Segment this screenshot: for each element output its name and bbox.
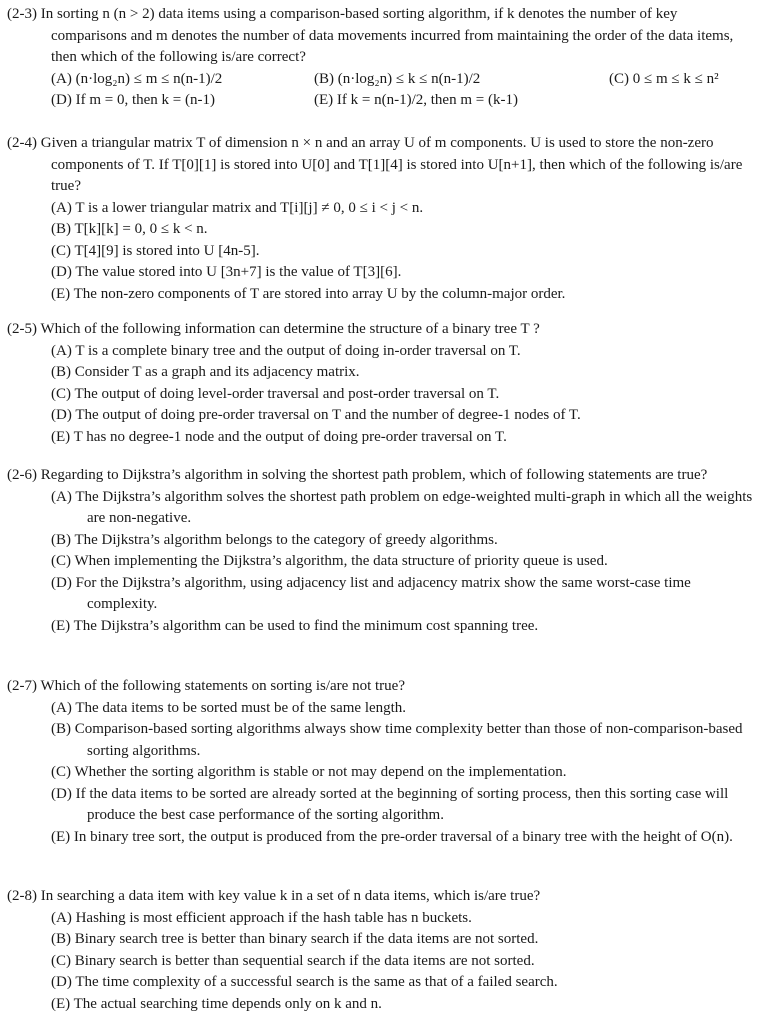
option-label: (E) [51,428,71,445]
option [51,69,314,91]
option-text: T is a lower triangular matrix and T[i][j] ≠ 0, 0 ≤ i < j < n. [75,199,424,216]
option-text: T is a complete binary tree and the output of doing in-order traversal on T. [75,342,521,359]
option-text: The output of doing level-order traversal and post-order traversal on T. [74,385,500,402]
option-text: The output of doing pre-order traversal on T and the number of degree-1 nodes of T. [75,407,581,423]
option [7,405,755,427]
option [7,573,755,616]
option-text: The data items to be sorted must be of the same length. [75,699,407,716]
option-label: (E) [51,828,71,845]
question-text: Regarding to Dijkstra’s algorithm in solving the shortest path problem, which of following statements are true? [40,467,708,483]
option-label: (D) [51,264,72,280]
option [7,908,755,930]
question-stem [7,465,755,487]
option [7,487,755,530]
question-stem [7,133,755,198]
option-label: (D) [51,407,72,423]
option-label: (E) [51,617,71,634]
option-label: (B) [314,70,334,87]
option-label: (C) [51,952,71,969]
option-text: The actual searching time depends only on k and n. [73,995,382,1012]
option [7,719,755,762]
option-label: (B) [51,221,71,237]
option-label: (A) [51,199,72,216]
option-label: (A) [51,699,72,716]
option-text: 0 ≤ m ≤ k ≤ n² [632,70,719,87]
option-text: The Dijkstra’s algorithm can be used to find the minimum cost spanning tree. [73,617,539,634]
option-label: (E) [51,285,71,302]
option [7,972,755,994]
option-label: (C) [51,242,71,259]
option-text: Binary search tree is better than binary search if the data items are not sorted. [74,931,539,947]
option [7,530,755,552]
option-label: (A) [51,909,72,926]
option [7,284,755,306]
option [7,262,755,284]
option [51,90,314,112]
option [7,362,755,384]
option-label: (A) [51,70,72,87]
option [314,90,518,112]
option-text: The Dijkstra’s algorithm belongs to the category of greedy algorithms. [74,531,498,548]
option [7,241,755,263]
option-label: (C) [51,764,71,780]
question-2-7 [7,676,755,848]
option [7,698,755,720]
question-number: (2-3) [7,6,37,22]
option-label: (D) [51,785,72,802]
question-2-3 [7,4,755,112]
option [7,551,755,573]
option-label: (C) [51,385,71,402]
option-text: The Dijkstra’s algorithm solves the shortest path problem on edge-weighted multi-graph in which all the weights are non-negative. [75,488,753,526]
question-stem [7,319,755,341]
option-label: (B) [51,531,71,548]
option-text: Whether the sorting algorithm is stable or not may depend on the implementation. [74,764,567,780]
option [7,994,755,1016]
question-2-4 [7,133,755,305]
question-number: (2-8) [7,888,37,904]
question-text: Which of the following statements on sorting is/are not true? [40,678,405,694]
question-number: (2-4) [7,135,37,151]
question-text: In searching a data item with key value k in a set of n data items, which is/are true? [40,888,541,904]
option-text: Binary search is better than sequential search if the data items are not sorted. [74,952,535,969]
question-text: Which of the following information can determine the structure of a binary tree T ? [40,321,540,337]
option [314,69,609,91]
option-text: Consider T as a graph and its adjacency matrix. [74,364,360,380]
question-text: Given a triangular matrix T of dimension n × n and an array U of m components. U is used to store the non-zero components of T. If T[0][1] is stored into U[0] and T[1][4] is stored into U[n+1], then which of the following is/are true? [40,135,743,194]
option-label: (D) [51,974,72,990]
question-stem [7,4,755,69]
option-row [7,90,755,112]
option-text: If the data items to be sorted are already sorted at the beginning of sorting process, then this sorting case will produce the best case performance of the sorting algorithm. [75,785,729,823]
question-2-8 [7,886,755,1015]
question-stem [7,886,755,908]
option-label: (D) [51,92,72,108]
option-text: Comparison-based sorting algorithms always show time complexity better than those of non-comparison-based sorting algorithms. [74,721,743,759]
option [7,951,755,973]
option-row [7,69,755,91]
option [7,929,755,951]
option-text: For the Dijkstra’s algorithm, using adjacency list and adjacency matrix show the same worst-case time complexity. [75,574,691,612]
option-label: (A) [51,488,72,505]
option-text: T[4][9] is stored into U [4n-5]. [74,242,260,259]
option-label: (D) [51,574,72,591]
option-text: The value stored into U [3n+7] is the value of T[3][6]. [75,264,402,280]
option [7,762,755,784]
question-2-6 [7,465,755,637]
question-text: In sorting n (n > 2) data items using a comparison-based sorting algorithm, if k denotes the number of key comparisons and m denotes the number of data movements incurred from maintaining the order of the data items, then which of the following is/are correct? [40,6,734,65]
option-text: (n·log₂n) ≤ k ≤ n(n-1)/2 [337,70,481,87]
option-label: (E) [314,92,334,108]
option-text: Hashing is most efficient approach if the hash table has n buckets. [75,909,472,926]
option [7,427,755,449]
question-2-5 [7,319,755,448]
option-text: T has no degree-1 node and the output of doing pre-order traversal on T. [73,428,507,445]
option [7,198,755,220]
option-label: (C) [609,70,629,87]
option [7,341,755,363]
question-number: (2-6) [7,467,37,483]
question-number: (2-7) [7,678,37,694]
option [7,219,755,241]
option-text: In binary tree sort, the output is produced from the pre-order traversal of a binary tree with the height of O(n). [73,828,733,845]
option-label: (A) [51,342,72,359]
option-label: (E) [51,995,71,1012]
option-label: (B) [51,364,71,380]
option [609,69,719,91]
option-text: If k = n(n-1)/2, then m = (k-1) [336,92,518,108]
option-text: The non-zero components of T are stored into array U by the column-major order. [73,285,566,302]
option-label: (B) [51,721,71,737]
option-label: (C) [51,553,71,569]
question-number: (2-5) [7,321,37,337]
option [7,827,755,849]
option-text: (n·log₂n) ≤ m ≤ n(n-1)/2 [75,70,223,87]
option-label: (B) [51,931,71,947]
option-text: If m = 0, then k = (n-1) [75,92,215,108]
option-text: The time complexity of a successful search is the same as that of a failed search. [75,974,558,990]
option [7,784,755,827]
question-stem [7,676,755,698]
option-text: T[k][k] = 0, 0 ≤ k < n. [74,221,208,237]
option-text: When implementing the Dijkstra’s algorithm, the data structure of priority queue is used. [74,553,608,569]
option [7,384,755,406]
option [7,616,755,638]
